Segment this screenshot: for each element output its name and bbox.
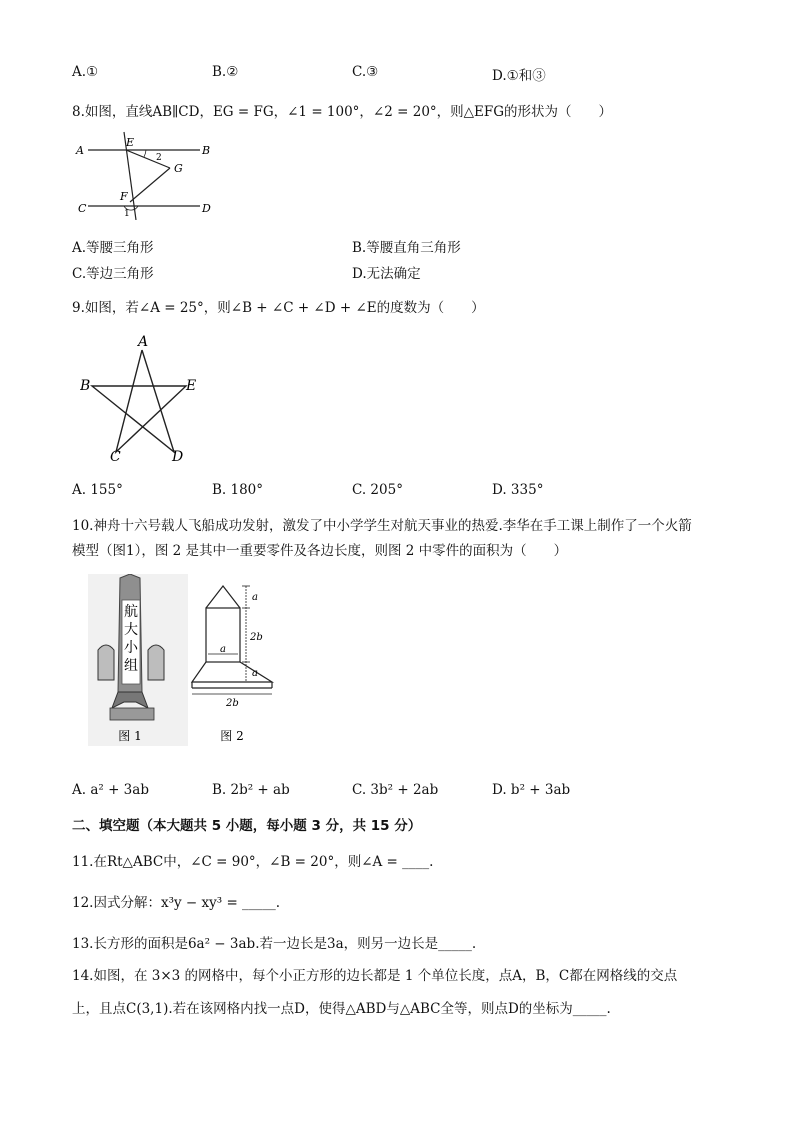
q9-option-b: B. 180° <box>212 482 264 498</box>
fig1-caption: 图 1 <box>118 729 142 743</box>
label-e: E <box>186 378 197 394</box>
label-a: A <box>76 144 84 157</box>
label-b: B <box>80 378 91 394</box>
section-2-title: 二、填空题（本大题共 5 小题，每小题 3 分，共 15 分） <box>72 818 422 834</box>
q14-line2: 上，且点C(3,1).若在该网格内找一点D，使得△ABD与△ABC全等，则点D的坐标为_____. <box>72 1001 611 1017</box>
q14-line1: 14.如图，在 3×3 的网格中，每个小正方形的边长都是 1 个单位长度，点A，B，C都在网格线的交点 <box>72 968 678 984</box>
label-angle-2: 2 <box>156 153 162 163</box>
segment-fg <box>130 168 170 202</box>
star-pentagram <box>92 350 186 452</box>
label-e: E <box>126 136 135 149</box>
rocket-char-4: 组 <box>124 658 138 674</box>
angle-2-arc <box>144 150 146 157</box>
q10-option-a: A. a² + 3ab <box>72 782 149 798</box>
q8-option-a: A.等腰三角形 <box>72 240 154 256</box>
q8-option-c: C.等边三角形 <box>72 266 154 282</box>
label-a: A <box>138 334 149 350</box>
q7-option-b: B.② <box>212 64 239 80</box>
q13-stem: 13.长方形的面积是6a² − 3ab.若一边长是3a，则另一边长是_____. <box>72 936 477 952</box>
q10-option-c: C. 3b² + 2ab <box>352 782 439 798</box>
fig2-label-2b-bottom: 2b <box>226 698 239 709</box>
q9-star-figure <box>80 334 210 464</box>
q10-stem-line1: 10.神舟十六号载人飞船成功发射，激发了中小学学生对航天事业的热爱.李华在手工课上制作了一个火箭 <box>72 518 692 534</box>
q12-stem: 12.因式分解：x³y − xy³ = _____. <box>72 895 281 911</box>
fig2-label-a-top: a <box>252 592 258 603</box>
q9-option-a: A. 155° <box>72 482 123 498</box>
q7-option-a: A.① <box>72 64 99 80</box>
q8-option-b: B.等腰直角三角形 <box>352 240 461 256</box>
q10-option-d: D. b² + 3ab <box>492 782 571 798</box>
label-f: F <box>120 190 128 203</box>
label-d: D <box>202 202 211 215</box>
label-angle-1: 1 <box>124 209 130 219</box>
q10-stem-line2: 模型（图1），图 2 是其中一重要零件及各边长度，则图 2 中零件的面积为（ ） <box>72 543 568 559</box>
rocket-char-2: 大 <box>124 622 138 638</box>
fig2-label-a-mid: a <box>220 644 226 655</box>
label-d: D <box>172 449 184 464</box>
q10-part-figure <box>186 580 286 746</box>
q9-option-c: C. 205° <box>352 482 403 498</box>
q8-figure <box>74 130 216 220</box>
rocket-char-1: 航 <box>124 604 138 620</box>
q8-option-d: D.无法确定 <box>352 266 421 282</box>
segment-eg <box>126 150 170 168</box>
rocket-char-3: 小 <box>124 640 138 656</box>
q10-option-b: B. 2b² + ab <box>212 782 290 798</box>
q9-option-d: D. 335° <box>492 482 544 498</box>
q7-option-c: C.③ <box>352 64 379 80</box>
fig2-label-2b: 2b <box>250 632 263 643</box>
label-c: C <box>78 202 87 215</box>
q11-stem: 11.在Rt△ABC中，∠C = 90°，∠B = 20°，则∠A = ____. <box>72 854 434 870</box>
q9-stem: 9.如图，若∠A = 25°，则∠B + ∠C + ∠D + ∠E的度数为（ ） <box>72 300 485 316</box>
label-g: G <box>174 162 183 175</box>
label-b: B <box>202 144 211 157</box>
q7-option-d: D.①和③ <box>492 68 546 84</box>
label-c: C <box>110 449 121 464</box>
fig2-caption: 图 2 <box>220 729 244 743</box>
q10-rocket-figure <box>88 574 188 746</box>
fig2-label-a-right: a <box>252 668 258 679</box>
q8-stem: 8.如图，直线AB∥CD，EG = FG，∠1 = 100°，∠2 = 20°，则△EFG的形状为（ ） <box>72 104 613 120</box>
